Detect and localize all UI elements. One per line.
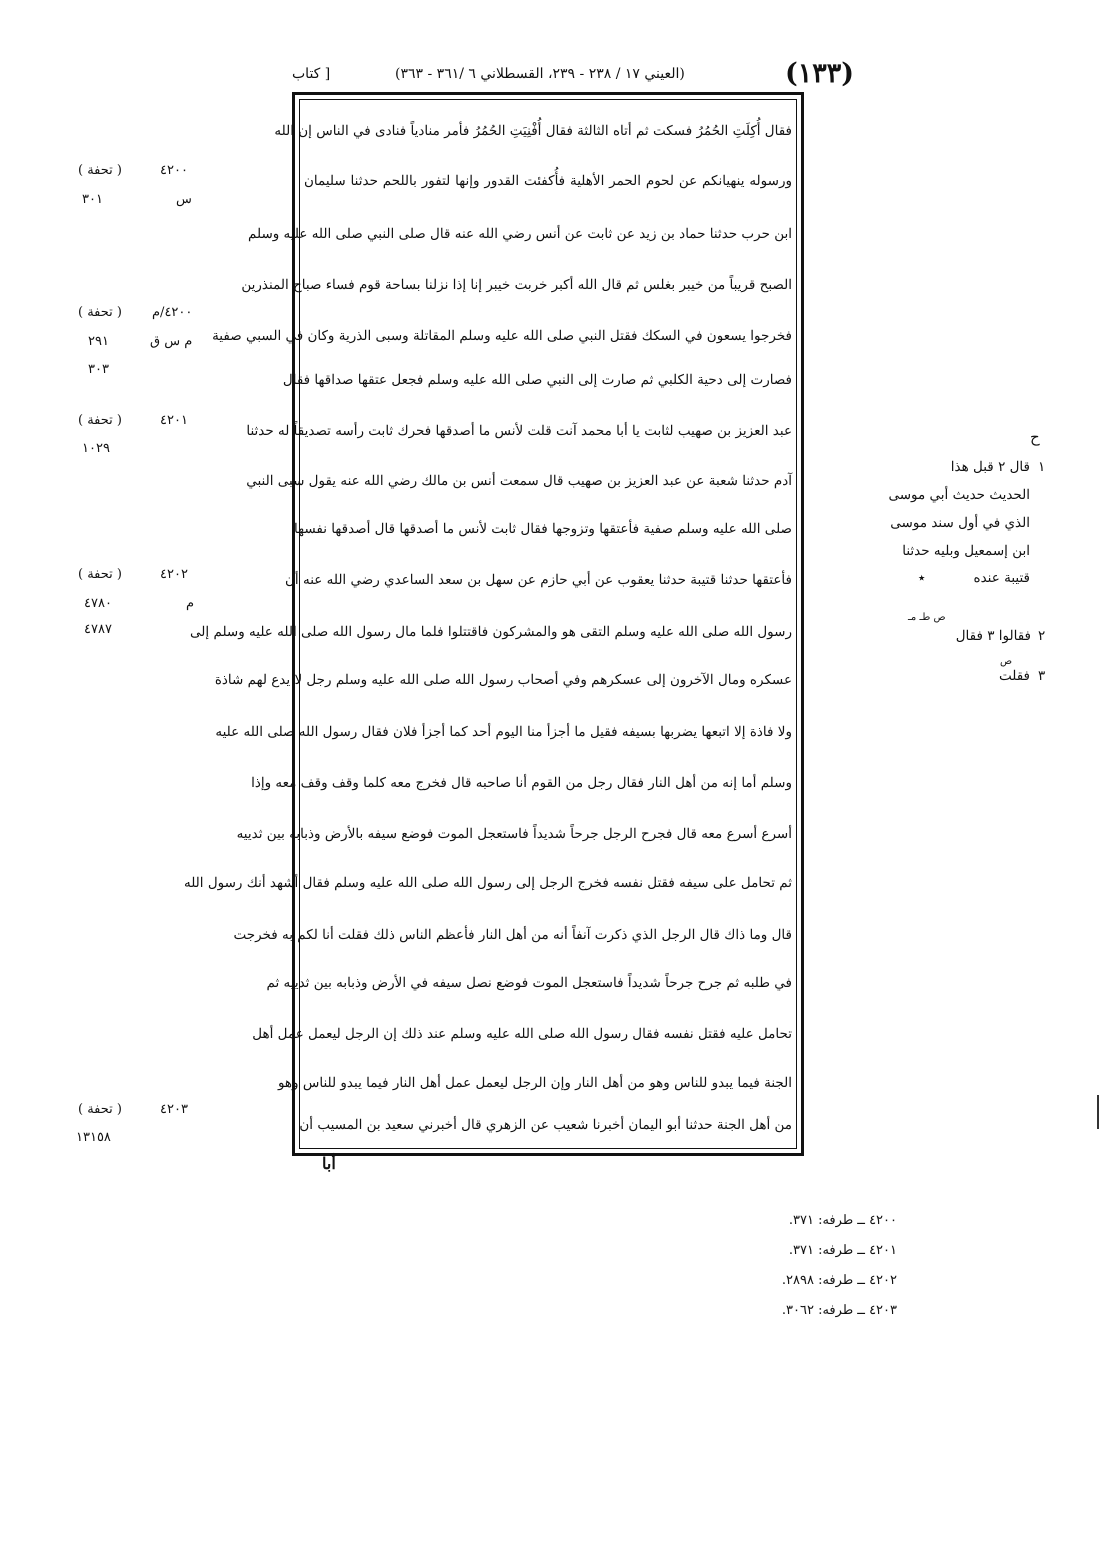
note-number: ٣ — [1038, 668, 1046, 684]
note-line: الذي في أول سند موسى — [890, 515, 1030, 531]
text-line: عسكره ومال الآخرون إلى عسكرهم وفي أصحاب رسول الله صلى الله عليه وسلم رجل لا يدع لهم شاذة — [214, 672, 792, 688]
text-line: فصارت إلى دحية الكلبي ثم صارت إلى النبي صلى الله عليه وسلم فجعل عتقها صداقها فقال — [282, 372, 792, 388]
tuhfa-label: ( تحفة ) — [78, 413, 122, 428]
text-line: من أهل الجنة حدثنا أبو اليمان أخبرنا شعيب عن الزهري قال أخبرني سعيد بن المسيب أن — [299, 1117, 792, 1133]
sigla: م س ق — [150, 334, 193, 349]
text-line: صلى الله عليه وسلم صفية فأعتقها وتزوجها فقال ثابت لأنس ما أصدقها قال أصدقها نفسها — [294, 521, 792, 537]
hadith-number: ٤٢٠٣ — [160, 1102, 188, 1117]
hadith-number: ٤٢٠٢ — [160, 567, 188, 582]
tuhfa-label: ( تحفة ) — [78, 567, 122, 582]
hadith-number: ٤٢٠١ — [160, 413, 188, 428]
note-end-mark: ٭ — [918, 570, 926, 586]
note-line: قال ٢ قبل هذا — [950, 459, 1030, 475]
tuhfa-label: ( تحفة ) — [78, 163, 122, 178]
sigla: م — [186, 596, 195, 611]
footnote: ٤٢٠٣ ــ طرفه: ٣٠٦٢. — [781, 1303, 897, 1318]
book-title: [ كتاب — [292, 66, 331, 82]
text-line: ولا فاذة إلا اتبعها يضربها بسيفه فقيل ما أجزأ منا اليوم أحد كما أجزأ فلان فقال رسول الله صلى الله عليه — [215, 724, 792, 740]
tuhfa-label: ( تحفة ) — [78, 305, 122, 320]
text-line: رسول الله صلى الله عليه وسلم التقى هو والمشركون فاقتتلوا فلما مال رسول الله صلى الله عليه وسلم إلى — [190, 624, 792, 640]
footnote: ٤٢٠٠ ــ طرفه: ٣٧١. — [788, 1213, 897, 1228]
footnote: ٤٢٠٢ ــ طرفه: ٢٨٩٨. — [781, 1273, 897, 1288]
note-number: ١ — [1038, 459, 1046, 475]
commentary-references: (العيني ١٧ / ٢٣٨ - ٢٣٩، القسطلاني ٦ /٣٦١ - ٣٦٣) — [395, 66, 685, 82]
note-sigla: ص طـ مـ — [908, 612, 946, 623]
main-text — [183, 106, 792, 1146]
text-line: ابن حرب حدثنا حماد بن زيد عن ثابت عن أنس رضي الله عنه قال صلى النبي صلى الله عليه وسلم — [247, 226, 792, 242]
text-line: ورسوله ينهيانكم عن لحوم الحمر الأهلية فأُكفئت القدور وإنها لتفور باللحم حدثنا سليمان — [304, 173, 792, 189]
catchword: أبا — [322, 1154, 336, 1173]
text-line: ثم تحامل على سيفه فقتل نفسه فخرج الرجل إلى رسول الله صلى الله عليه وسلم فقال أشهد أنك رسول الله — [183, 875, 792, 891]
text-line: فقال أُكِلَتِ الحُمُرُ فسكت ثم أتاه الثالثة فقال أُفْنِيَتِ الحُمُرُ فأمر منادياً فنادى في الناس إن الله — [274, 123, 792, 139]
page-number: (١٣٣) — [785, 58, 855, 89]
margin-rule — [1097, 1095, 1099, 1129]
tuhfa-number: ١٣١٥٨ — [76, 1130, 111, 1145]
text-line: فأعتقها حدثنا قتيبة حدثنا يعقوب عن أبي حازم عن سهل بن سعد الساعدي رضي الله عنه أن — [285, 572, 792, 588]
tuhfa-number: ٤٧٨٠ — [84, 596, 112, 611]
text-line: في طلبه ثم جرح جرحاً شديداً فاستعجل الموت فوضع نصل سيفه في الأرض وذبابه بين ثدييه ثم — [266, 975, 792, 991]
footnote: ٤٢٠١ ــ طرفه: ٣٧١. — [788, 1243, 897, 1258]
note-sigla: ص — [1000, 656, 1013, 667]
tuhfa-label: ( تحفة ) — [78, 1102, 122, 1117]
variant-note-2: فقالوا ٣ فقال — [955, 628, 1031, 644]
note-line: الحديث حديث أبي موسى — [888, 487, 1030, 503]
text-line: عبد العزيز بن صهيب لثابت يا أبا محمد آنت قلت لأنس ما أصدقها فحرك ثابت رأسه تصديقاً له حدثنا — [246, 423, 792, 439]
text-line: وسلم أما إنه من أهل النار فقال رجل من القوم أنا صاحبه قال فخرج معه كلما وقف وقف معه وإذا — [251, 775, 792, 791]
hadith-number: ٤٢٠٠/م — [152, 305, 193, 320]
text-line: تحامل عليه فقتل نفسه فقال رسول الله صلى الله عليه وسلم عند ذلك إن الرجل ليعمل عمل أهل — [252, 1026, 792, 1042]
tuhfa-number: ٣٠٣ — [88, 362, 109, 377]
note-number: ٢ — [1038, 628, 1046, 644]
tuhfa-number: ٤٧٨٧ — [84, 622, 112, 637]
tuhfa-number: ٣٠١ — [82, 192, 103, 207]
variant-mark: ح — [1030, 428, 1040, 446]
hadith-number: ٤٢٠٠ — [160, 163, 188, 178]
note-line: ابن إسمعيل وبليه حدثنا — [902, 543, 1030, 559]
text-line: أسرع أسرع معه قال فجرح الرجل جرحاً شديداً فاستعجل الموت فوضع سيفه بالأرض وذبابه بين ثدييه — [236, 826, 792, 842]
tuhfa-number: ٢٩١ — [88, 334, 109, 349]
variant-note-3: فقلت — [998, 668, 1030, 684]
text-line: الصبح قريباً من خيبر بغلس ثم قال الله أكبر خربت خيبر إنا إذا نزلنا بساحة قوم فساء صباح المنذرين — [241, 277, 792, 293]
text-line: آدم حدثنا شعبة عن عبد العزيز بن صهيب قال سمعت أنس بن مالك رضي الله عنه يقول سبى النبي — [246, 473, 792, 489]
sigla: س — [176, 192, 192, 207]
tuhfa-number: ١٠٢٩ — [82, 441, 110, 456]
text-line: فخرجوا يسعون في السكك فقتل النبي صلى الله عليه وسلم المقاتلة وسبى الذرية وكان في السبي صفية — [212, 328, 792, 344]
text-line: قال وما ذاك قال الرجل الذي ذكرت آنفاً أنه من أهل النار فأعظم الناس ذلك فقلت أنا لكم به فخرجت — [233, 927, 792, 943]
text-line: الجنة فيما يبدو للناس وهو من أهل النار وإن الرجل ليعمل عمل أهل النار فيما يبدو للناس وهو — [277, 1075, 792, 1091]
note-line: قتيبة عنده — [973, 570, 1030, 586]
